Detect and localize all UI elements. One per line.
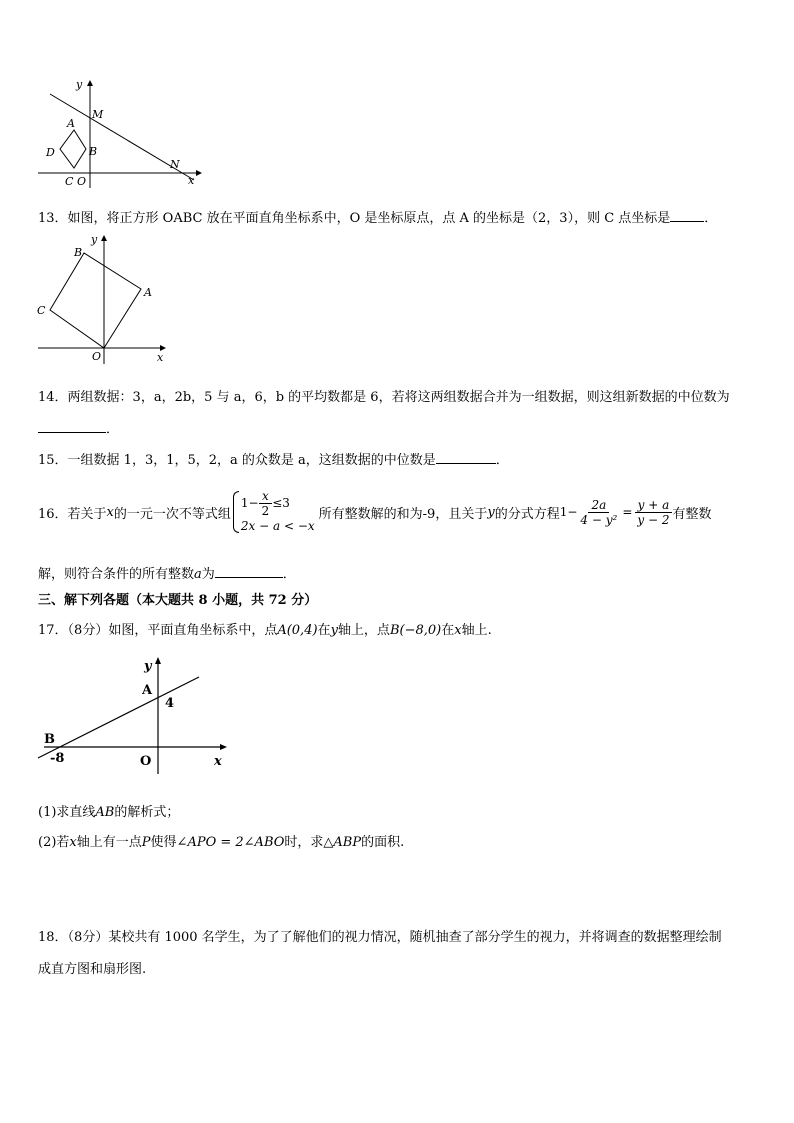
label-minus-8: -8 <box>50 751 65 766</box>
label-o: O <box>77 175 87 188</box>
q16-eq-num1: 2a <box>588 498 609 513</box>
label-b: B <box>44 732 55 747</box>
question-14 <box>38 386 730 405</box>
label-o: O <box>92 350 102 363</box>
label-n: N <box>170 158 180 171</box>
question-18-line2: 成直方图和扇形图. <box>38 962 147 977</box>
q14-end: ． <box>106 422 120 437</box>
q17-point-b: B(−8,0) <box>389 623 442 638</box>
q17-sub2-b: 轴上有一点 <box>76 835 142 850</box>
q15-answer-blank[interactable] <box>436 451 496 464</box>
q16-part5: 有整数 <box>672 506 712 522</box>
q16-part3: 所有整数解的和为-9，且关于 <box>318 506 488 522</box>
q17-intro-e: 轴上. <box>461 623 492 638</box>
y-axis-arrow-icon <box>87 80 93 86</box>
q17-point-a: A(0,4) <box>277 623 318 638</box>
q16-ineq2: 2x − a < −x <box>240 519 315 533</box>
label-x: x <box>214 754 222 769</box>
q15-end: ． <box>495 453 509 468</box>
q16-eq-a: 1− <box>559 505 578 519</box>
q17-sub2-c: 使得 <box>150 835 177 850</box>
section-3-title: 三、解下列各题（本大题共 8 小题，共 72 分） <box>38 593 318 608</box>
q16-line2-b: 为 <box>201 567 215 582</box>
q17-sub2-e: 的面积. <box>361 835 405 850</box>
q16-var-y: y <box>487 504 495 520</box>
label-d: D <box>46 146 55 159</box>
q16-ineq1-a: 1− <box>240 496 259 510</box>
q17-sub2-a: (2)若 <box>38 835 70 850</box>
x-axis-arrow-icon <box>196 170 202 176</box>
q16-end: ． <box>282 567 296 582</box>
label-x: x <box>157 351 164 364</box>
question-17-sub2 <box>38 831 404 850</box>
q17-sub1-a: (1)求直线 <box>38 805 96 820</box>
label-b: B <box>89 145 98 158</box>
q17-var-x: x <box>454 623 462 638</box>
q16-ineq1-frac <box>259 489 273 518</box>
label-y: y <box>91 233 98 246</box>
label-a: A <box>144 286 152 299</box>
label-y: y <box>76 78 83 91</box>
question-13 <box>38 207 717 226</box>
q16-eq-den1: 4 − y² <box>580 512 618 527</box>
q16-part2: 的一元一次不等式组 <box>113 506 231 522</box>
label-a: A <box>142 683 153 698</box>
label-b: B <box>74 246 83 259</box>
q15-text: 15．一组数据 1，3，1，5，2，a 的众数是 a，这组数据的中位数是 <box>38 453 436 468</box>
square-abcd <box>60 130 86 168</box>
q16-ineq1-num: x <box>259 489 272 504</box>
q16-ineq1-b: ≤3 <box>272 496 290 510</box>
q16-fraction-equation <box>560 498 673 527</box>
question-18: 18．（8分）某校共有 1000 名学生，为了了解他们的视力情况，随机抽查了部分学生的视力，并将调查的数据整理绘制 <box>38 930 722 945</box>
q16-part1: 16．若关于 <box>38 506 107 522</box>
q17-sub1-ab: AB <box>95 805 115 820</box>
q13-text: 13．如图，将正方形 OABC 放在平面直角坐标系中，O 是坐标原点，点 A 的坐标是（2，3），则 C 点坐标是 <box>38 211 671 226</box>
q17-var-y: y <box>330 623 338 638</box>
label-m: M <box>92 108 104 121</box>
q17-sub2-cond: ∠APO = 2∠ABO <box>176 835 285 850</box>
q17-intro-c: 轴上，点 <box>337 623 390 638</box>
label-a: A <box>67 117 75 130</box>
q16-inequality-system <box>231 489 315 535</box>
q16-var-a: a <box>194 567 202 582</box>
question-17 <box>38 619 492 638</box>
q17-sub1-b: 的解析式； <box>114 805 180 820</box>
question-16 <box>38 484 712 540</box>
question-15 <box>38 449 509 468</box>
q16-line2-a: 解，则符合条件的所有整数 <box>38 567 195 582</box>
q17-intro-b: 在 <box>317 623 331 638</box>
q17-sub2-x: x <box>69 835 77 850</box>
q13-answer-blank[interactable] <box>670 209 704 222</box>
square-oabc <box>50 253 141 348</box>
q16-eq-sign: = <box>622 505 633 519</box>
q16-part4: 的分式方程 <box>494 506 560 522</box>
q14-answer-blank[interactable] <box>38 420 106 433</box>
label-x: x <box>188 174 195 187</box>
label-c: C <box>37 304 46 317</box>
figure-q13 <box>36 232 171 366</box>
label-o: O <box>140 754 152 769</box>
label-c: C <box>65 175 74 188</box>
figure-q12 <box>36 78 206 190</box>
q16-answer-blank[interactable] <box>215 565 283 578</box>
q16-eq-frac2 <box>634 498 672 527</box>
label-4: 4 <box>165 696 175 711</box>
question-17-sub1 <box>38 801 179 820</box>
q16-var-x: x <box>106 504 114 520</box>
question-14-line2 <box>38 418 119 437</box>
q16-ineq1-den: 2 <box>261 503 270 518</box>
line-ab <box>38 677 199 758</box>
q17-intro-a: 17．（8分）如图，平面直角坐标系中，点 <box>38 623 278 638</box>
x-axis-arrow-icon <box>220 744 227 750</box>
figure-q17 <box>36 654 232 776</box>
q17-intro-d: 在 <box>441 623 455 638</box>
y-axis-arrow-icon <box>101 235 107 241</box>
label-y: y <box>144 659 152 674</box>
q16-eq-den2: y − 2 <box>637 512 670 527</box>
q14-text: 14．两组数据：3，a，2b，5 与 a，6，b 的平均数都是 6，若将这两组数据合并为一组数据，则这组新数据的中位数为 <box>38 390 730 405</box>
y-axis-arrow-icon <box>155 657 161 664</box>
q17-sub2-d: 时，求 <box>284 835 324 850</box>
q17-sub2-p: P <box>141 835 151 850</box>
question-16-line2 <box>38 563 296 582</box>
q13-end: ． <box>704 211 718 226</box>
q16-eq-num2: y + a <box>635 498 673 513</box>
q17-sub2-tri: △ABP <box>323 835 362 850</box>
q16-eq-frac1 <box>577 498 620 527</box>
